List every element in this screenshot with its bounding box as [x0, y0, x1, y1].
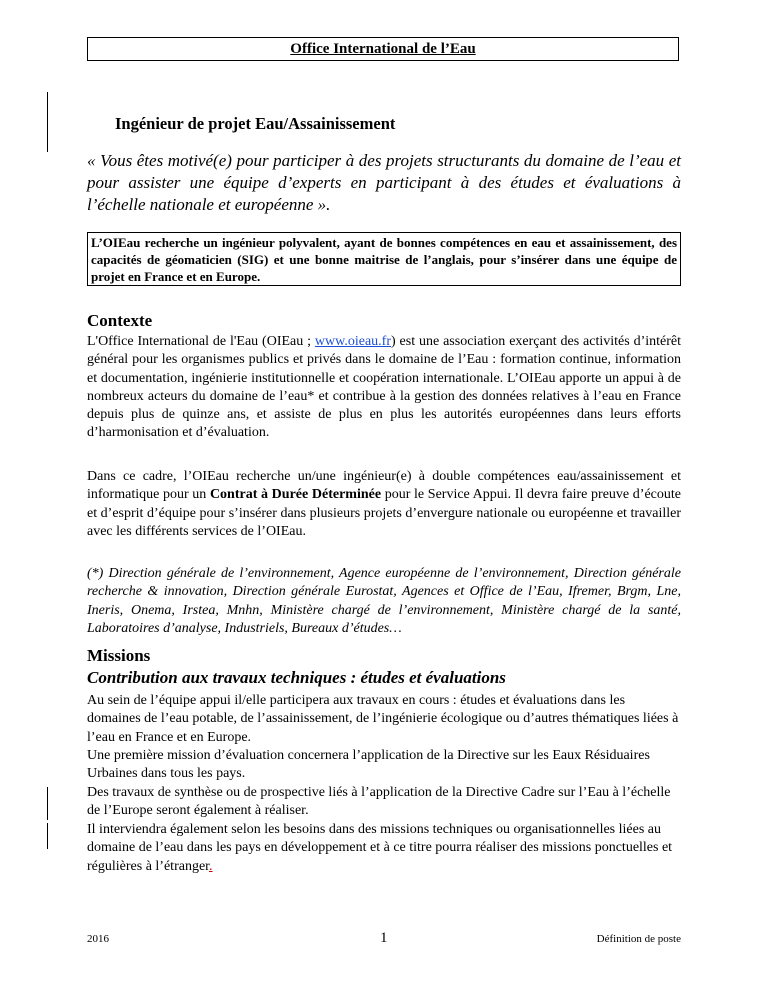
subheading-contribution: Contribution aux travaux techniques : études et évaluations — [87, 668, 506, 687]
header-box — [87, 37, 679, 61]
summary-text: L’OIEau recherche un ingénieur polyvalent, ayant de bonnes compétences en eau et assainissement, des capacités de géomaticien (SIG) et une bonne maitrise de l’anglais, pour s’insérer dans une équipe de projet en France et en Europe. — [91, 235, 677, 284]
header-title: Office International de l’Eau — [290, 41, 476, 57]
text-span: Il interviendra également selon les besoins dans des missions techniques ou organisationnelles liées au domaine de l’eau dans les pays en développement et à ce titre pourra réaliser des missions ponctuelles et régulières à l’étranger — [87, 822, 673, 874]
contract-type: Contrat à Durée Déterminée — [209, 487, 382, 503]
footnote-paragraph: (*) Direction générale de l’environnement, Agence européenne de l’environnement, Direction générale recherche & innovation, Direction générale Eurostat, Agences et Office de l’Eau, Ifremer, Brgm, Lne, Ineris, Onema, Irstea, Mnhn, Ministère chargé de l’environnement, Ministère chargé de la santé, Laboratoires d’analyse, Industriels, Bureaux d’études… — [87, 566, 681, 636]
quote-paragraph: « Vous êtes motivé(e) pour participer à des projets structurants du domaine de l’eau et pour assister une équipe d’experts en participant à des études et évaluations à l’échelle nationale et européenne ». — [87, 151, 681, 214]
contexte-paragraph-2 — [87, 468, 681, 541]
contexte-paragraph-1 — [87, 333, 681, 443]
section-heading-missions: Missions — [87, 646, 151, 665]
section-heading-contexte: Contexte — [87, 311, 153, 330]
page-number: 1 — [380, 930, 388, 946]
text-span: L'Office International de l'Eau (OIEau ; — [87, 334, 315, 349]
summary-box — [87, 232, 681, 286]
revision-mark: . — [209, 858, 213, 874]
text-span: ) est une association exerçant des activités d’intérêt général pour les organismes publics et privés dans le domaine de l’Eau : formation continue, information et documentation, ingénierie institutionnelle et coopération internationale. L’OIEau apporte un appui à de nombreux acteurs du domaine de l’eau* et contribue à la gestion des données relatives à l’eau en France depuis plus de quinze ans, et assiste de plus en plus les autorités européennes dans leurs efforts d’harmonisation et d’évaluation. — [87, 334, 681, 441]
missions-paragraph-4 — [87, 821, 681, 876]
missions-paragraph-2: Une première mission d’évaluation concernera l’application de la Directive sur les Eaux Résiduaires Urbaines dans tous les pays. — [87, 748, 650, 782]
change-bar — [47, 823, 48, 849]
missions-paragraph-1: Au sein de l’équipe appui il/elle participera aux travaux en cours : études et évaluations dans les domaines de l’eau potable, de l’assainissement, de l’ingénierie écologique ou d’autres thématiques liées à l’eau en France et en Europe. — [87, 693, 679, 745]
footer-right: Définition de poste — [596, 933, 681, 945]
oieau-link[interactable]: www.oieau.fr — [314, 334, 391, 349]
change-bar — [47, 787, 48, 820]
job-title: Ingénieur de projet Eau/Assainissement — [115, 114, 396, 133]
footer-year: 2016 — [87, 933, 109, 945]
text-span: pour le Service Appui. Il devra faire preuve d’écoute et d’esprit d’équipe pour s’insérer dans plusieurs projets d’envergure nationale ou européenne et travailler avec les différents services de l’OIEau. — [87, 487, 681, 539]
missions-paragraph-3: Des travaux de synthèse ou de prospective liés à l’application de la Directive Cadre sur l’Eau à l’échelle de l’Europe seront également à réaliser. — [87, 785, 671, 819]
text-span: Dans ce cadre, l’OIEau recherche un/une ingénieur(e) à double compétences eau/assainissement et informatique pour un — [87, 469, 681, 503]
change-bar — [47, 92, 48, 152]
